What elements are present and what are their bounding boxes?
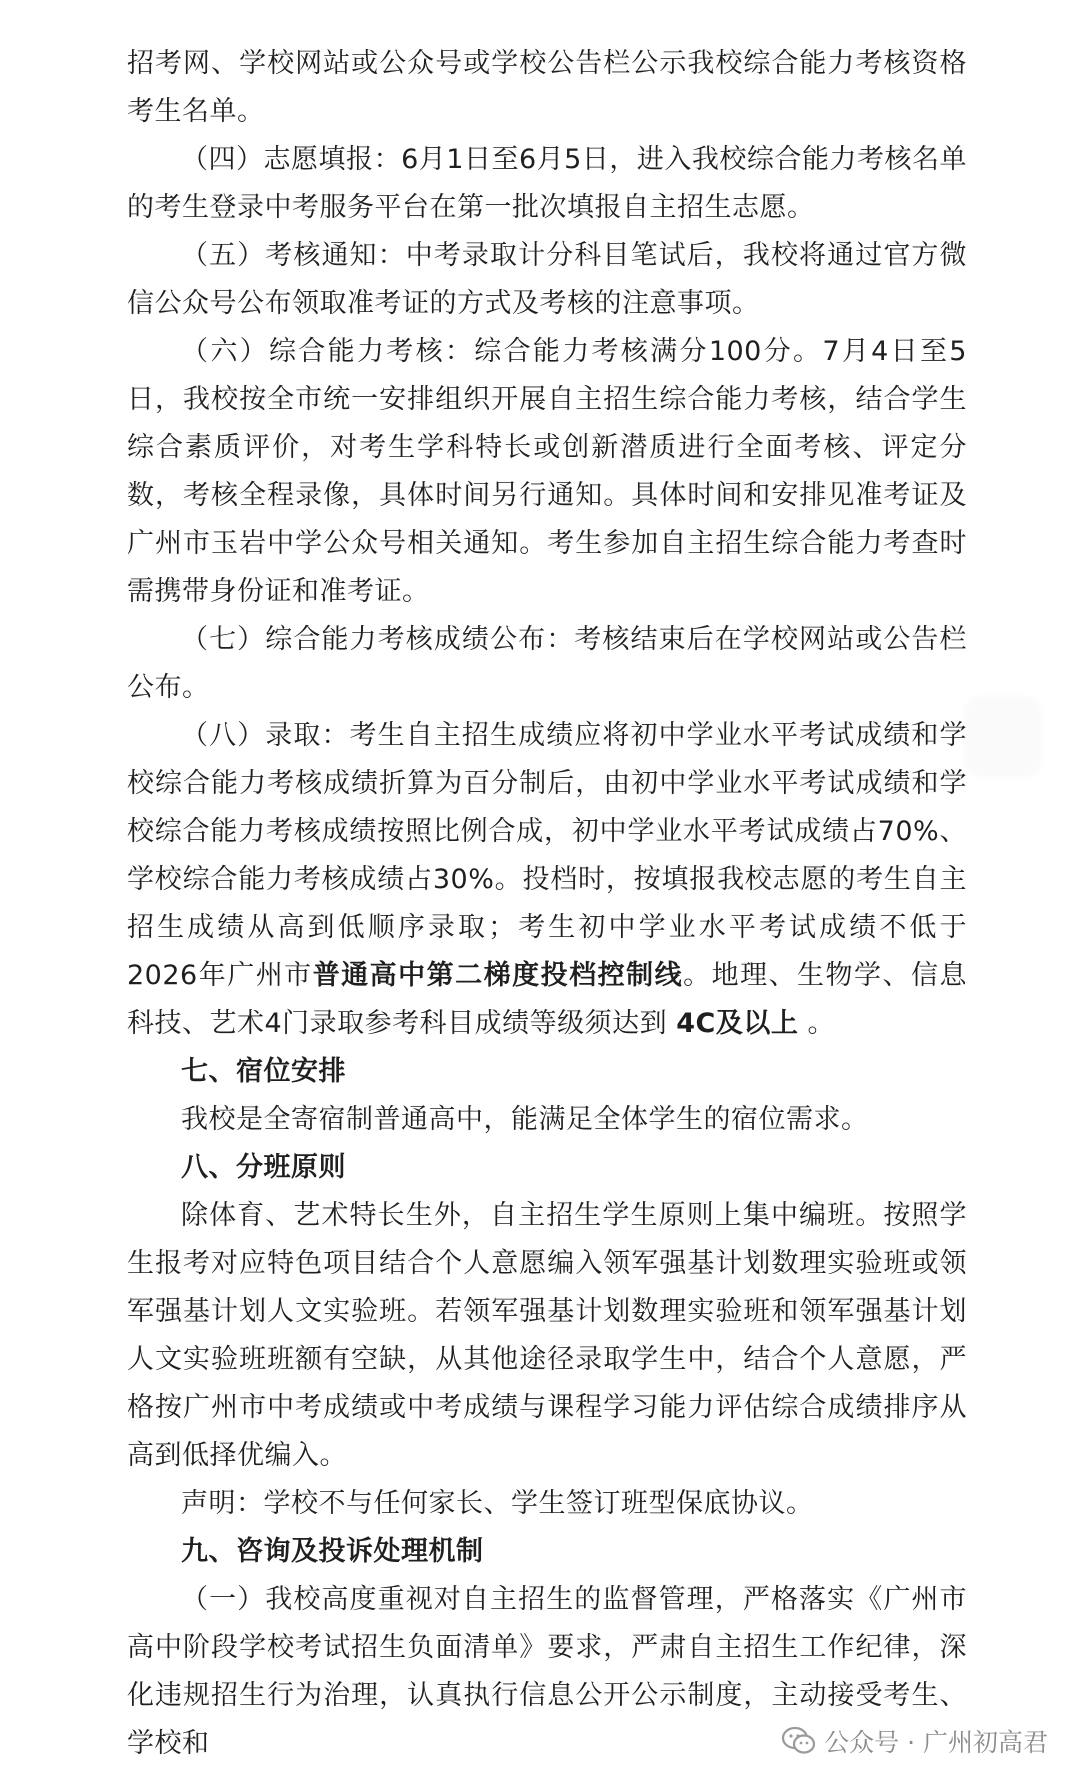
section-heading-consultation: 九、咨询及投诉处理机制 — [181, 1536, 484, 1567]
watermark-text: 公众号 · 广州初高君 — [824, 1728, 1048, 1757]
admission-text-c: 。 — [798, 1008, 835, 1039]
admission-text-b: 。地理、生物学、信息科技、艺术4门录取参考科目成绩等级须达到 — [127, 960, 968, 1039]
section-heading-dormitory: 七、宿位安排 — [181, 1056, 346, 1087]
paragraph-dormitory: 我校是全寄宿制普通高中，能满足全体学生的宿位需求。 — [181, 1104, 869, 1135]
admission-text-a: （八）录取：考生自主招生成绩应将初中学业水平考试成绩和学校综合能力考核成绩折算为百分制后，由初中学业水平考试成绩和学校综合能力考核成绩按照比例合成，初中学业水平考试成绩占70%、学校综合能力考核成绩占30%。投档时，按填报我校志愿的考生自主招生成绩从高到低顺序录取；考生初中学业水平考试成绩不低于2026年广州市 — [127, 720, 967, 991]
paragraph-assessment: （六）综合能力考核：综合能力考核满分100分。7月4日至5日，我校按全市统一安排组织开展自主招生综合能力考核，结合学生综合素质评价，对考生学科特长或创新潜质进行全面考核、评定分数，考核全程录像，具体时间另行通知。具体时间和安排见准考证及广州市玉岩中学公众号相关通知。考生参加自主招生综合能力考查时需携带身份证和准考证。 — [127, 336, 967, 607]
section-heading-class-assignment: 八、分班原则 — [181, 1152, 346, 1183]
paragraph-score-publication: （七）综合能力考核成绩公布：考核结束后在学校网站或公告栏公布。 — [127, 624, 967, 703]
floating-side-tab[interactable] — [968, 700, 1038, 774]
paragraph-class-assignment: 除体育、艺术特长生外，自主招生学生原则上集中编班。按照学生报考对应特色项目结合个人意愿编入领军强基计划数理实验班或领军强基计划人文实验班。若领军强基计划数理实验班和领军强基计划人文实验班班额有空缺，从其他途径录取学生中，结合个人意愿，严格按广州市中考成绩或中考成绩与课程学习能力评估综合成绩排序从高到低择优编入。 — [127, 1200, 967, 1471]
paragraph-application: （四）志愿填报：6月1日至6月5日，进入我校综合能力考核名单的考生登录中考服务平台在第一批次填报自主招生志愿。 — [127, 144, 967, 223]
paragraph-admission — [127, 712, 967, 1048]
paragraph-statement: 声明：学校不与任何家长、学生签订班型保底协议。 — [181, 1488, 814, 1519]
paragraph-exam-notice: （五）考核通知：中考录取计分科目笔试后，我校将通过官方微信公众号公布领取准考证的方式及考核的注意事项。 — [127, 240, 967, 319]
paragraph-supervision: （一）我校高度重视对自主招生的监督管理，严格落实《广州市高中阶段学校考试招生负面清单》要求，严肃自主招生工作纪律，深化违规招生行为治理，认真执行信息公开公示制度，主动接受考生、学校和 — [127, 1584, 967, 1759]
watermark — [782, 1723, 1048, 1759]
admission-control-line: 普通高中第二梯度投档控制线 — [312, 960, 684, 991]
document-body — [127, 40, 967, 1768]
wechat-icon — [782, 1726, 816, 1756]
admission-grade-requirement: 4C及以上 — [676, 1008, 799, 1039]
paragraph-list-publication: 招考网、学校网站或公众号或学校公告栏公示我校综合能力考核资格考生名单。 — [127, 48, 967, 127]
